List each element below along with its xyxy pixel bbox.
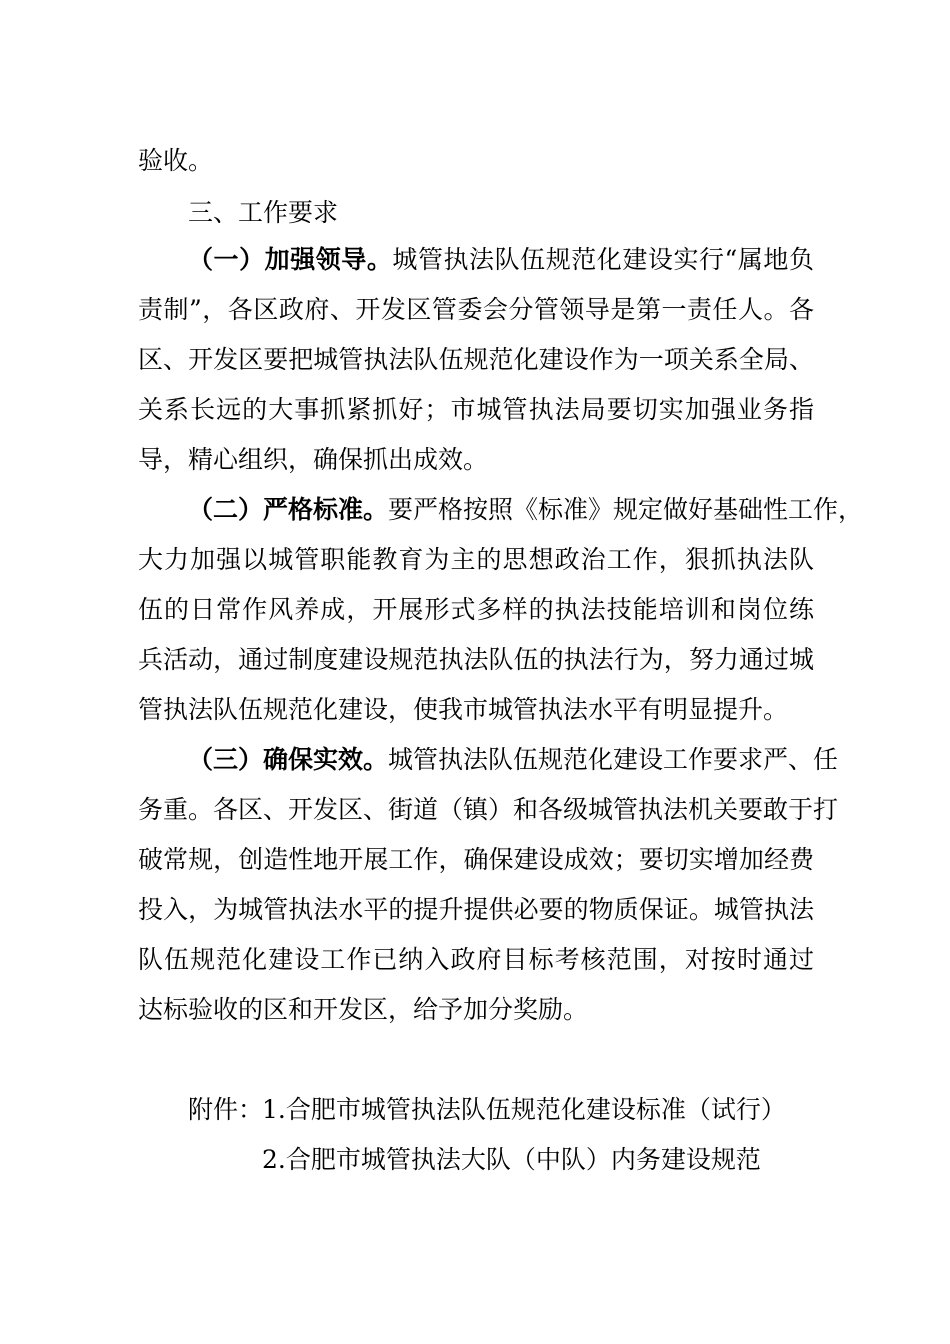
item2-line-3: 兵活动，通过制度建设规范执法队伍的执法行为，努力通过城 xyxy=(138,645,814,674)
item3-line-1: 务重。各区、开发区、街道（镇）和各级城管执法机关要敢于打 xyxy=(138,795,839,824)
item1-line-3: 关系长远的大事抓紧抓好；市城管执法局要切实加强业务指 xyxy=(138,395,814,424)
item3-lead: （三）确保实效。 xyxy=(188,745,389,774)
item1-line-2: 区、开发区要把城管执法队伍规范化建设作为一项关系全局、 xyxy=(138,345,814,374)
item3-line-2: 破常规，创造性地开展工作，确保建设成效；要切实增加经费 xyxy=(138,845,814,874)
continuation-text: 验收。 xyxy=(138,146,214,175)
item1-line-1: 责制”，各区政府、开发区管委会分管领导是第一责任人。各 xyxy=(138,295,814,324)
item3-line-5: 达标验收的区和开发区，给予加分奖励。 xyxy=(138,995,589,1024)
item1-line-0: 城管执法队伍规范化建设实行“属地负 xyxy=(392,245,814,274)
item2-line-4: 管执法队伍规范化建设，使我市城管执法水平有明显提升。 xyxy=(138,695,789,724)
item3-line-3: 投入，为城管执法水平的提升提供必要的物质保证。城管执法 xyxy=(138,895,814,924)
attachment-item-2: 2.合肥市城管执法大队（中队）内务建设规范 xyxy=(262,1145,761,1174)
attachment-item-1: 1.合肥市城管执法队伍规范化建设标准（试行） xyxy=(262,1095,786,1124)
item1-lead: （一）加强领导。 xyxy=(188,245,393,274)
item1-line-4: 导，精心组织，确保抓出成效。 xyxy=(138,445,489,474)
item3-line-4: 队伍规范化建设工作已纳入政府目标考核范围，对按时通过 xyxy=(138,945,814,974)
item2-line-1: 大力加强以城管职能教育为主的思想政治工作，狠抓执法队 xyxy=(138,545,814,574)
item3-first-line xyxy=(188,744,839,776)
item2-lead: （二）严格标准。 xyxy=(188,495,389,524)
item1-first-line xyxy=(188,244,814,276)
item2-line-2: 伍的日常作风养成，开展形式多样的执法技能培训和岗位练 xyxy=(138,595,814,624)
item2-line-0: 要严格按照《标准》规定做好基础性工作， xyxy=(388,495,864,524)
section-heading: 三、工作要求 xyxy=(188,198,339,227)
item3-line-0: 城管执法队伍规范化建设工作要求严、任 xyxy=(388,745,839,774)
item2-first-line xyxy=(188,494,864,526)
attachments-label: 附件： xyxy=(188,1095,264,1124)
